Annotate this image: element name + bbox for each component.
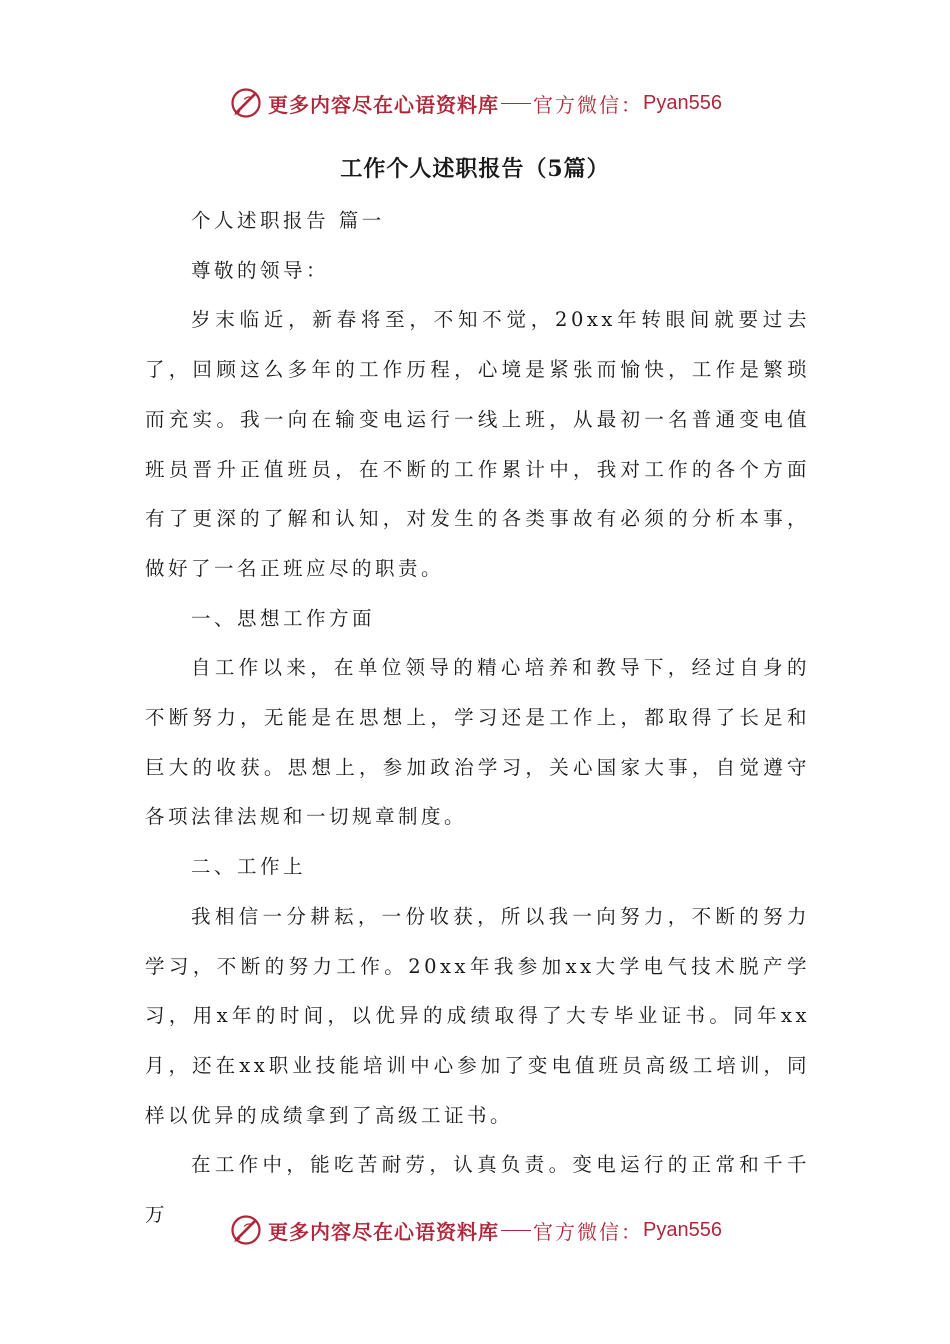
salutation: 尊敬的领导： bbox=[191, 258, 330, 282]
section-heading: 二、工作上 bbox=[191, 855, 307, 879]
section-heading: 一、思想工作方面 bbox=[191, 606, 376, 630]
paragraph: 我相信一分耕耘，一份收获，所以我一向努力，不断的努力学习，不断的努力工作。20xx年我参加xx大学电气技术脱产学习，用x年的时间，以优异的成绩取得了大专毕业证书。同年xx月，还在xx职业技能培训中心参加了变电值班员高级工培训，同样以优异的成绩拿到了高级工证书。 bbox=[145, 904, 810, 1127]
pen-logo-icon bbox=[228, 1212, 264, 1248]
header-banner bbox=[0, 83, 950, 123]
paragraph: 岁末临近，新春将至，不知不觉，20xx年转眼间就要过去了，回顾这么多年的工作历程，心境是紧张而愉快，工作是繁琐而充实。我一向在输变电运行一线上班，从最初一名普通变电值班员晋升正值班员，在不断的工作累计中，我对工作的各个方面有了更深的了解和认知，对发生的各类事故有必须的分析本事，做好了一名正班应尽的职责。 bbox=[145, 308, 810, 580]
pen-logo-icon bbox=[228, 85, 264, 121]
banner-dash bbox=[501, 103, 531, 104]
document-body bbox=[145, 196, 810, 1240]
document-title: 工作个人述职报告（5篇） bbox=[340, 156, 610, 182]
banner-text: 更多内容尽在心语资料库 bbox=[268, 1219, 500, 1244]
section-heading: 个人述职报告 篇一 bbox=[191, 209, 385, 232]
paragraph: 在工作中，能吃苦耐劳，认真负责。变电运行的正常和千千万 bbox=[145, 1153, 810, 1227]
banner-wechat-label: 官方微信： bbox=[533, 1219, 644, 1244]
banner-text: 更多内容尽在心语资料库 bbox=[268, 92, 500, 117]
banner-wechat-label: 官方微信： bbox=[533, 92, 644, 117]
paragraph: 自工作以来，在单位领导的精心培养和教导下，经过自身的不断努力，无能是在思想上，学习还是工作上，都取得了长足和巨大的收获。思想上，参加政治学习，关心国家大事，自觉遵守各项法律法规和一切规章制度。 bbox=[145, 656, 810, 829]
banner-wechat-id: Pyan556 bbox=[643, 91, 722, 114]
banner-wechat-id: Pyan556 bbox=[643, 1218, 722, 1241]
banner-dash bbox=[501, 1230, 531, 1231]
footer-banner bbox=[0, 1210, 950, 1250]
